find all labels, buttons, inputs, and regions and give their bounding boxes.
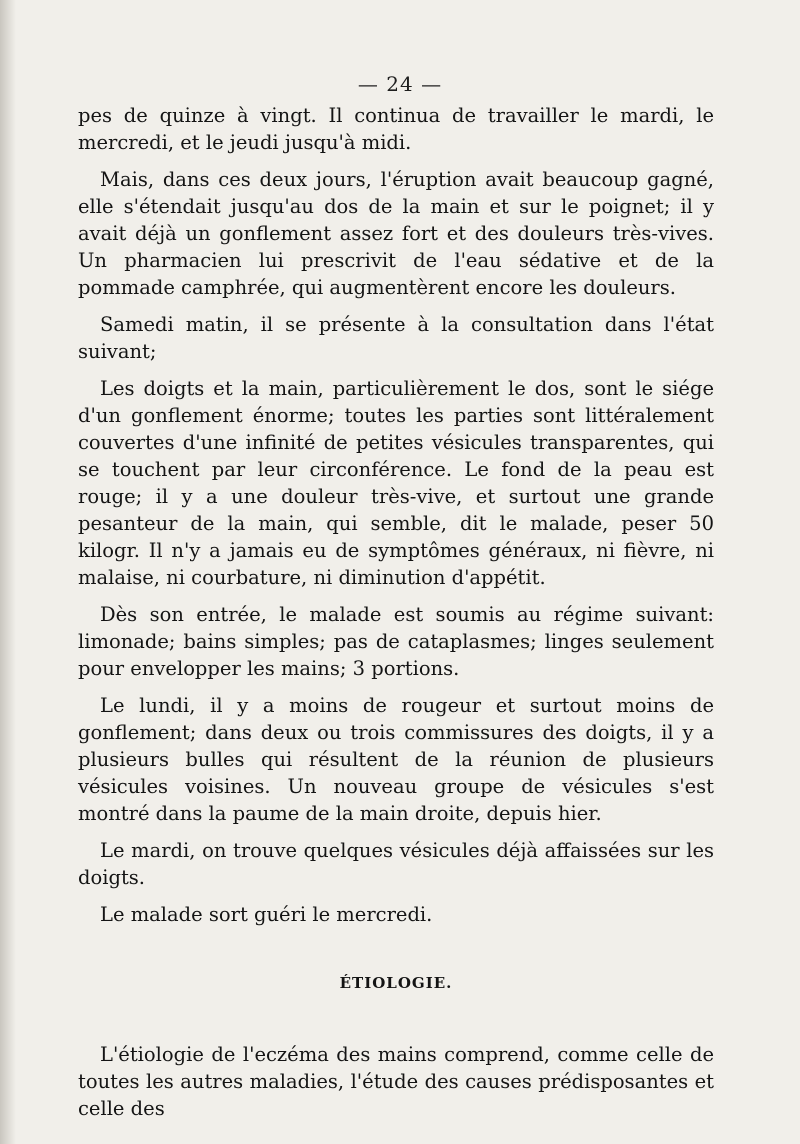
body-text [78,102,714,1132]
section-heading: ÉTIOLOGIE. [339,974,453,992]
paragraph: L'étiologie de l'eczéma des mains comprend, comme celle de toutes les autres maladies, l'étude des causes prédisposantes et celle des [78,1043,714,1120]
paragraph: Mais, dans ces deux jours, l'éruption avait beaucoup gagné, elle s'étendait jusqu'au dos de la main et sur le poignet; il y avait déjà un gonflement assez fort et des douleurs très-vives. Un pharmacien lui prescrivit de l'eau sédative et de la pommade camphrée, qui augmentèrent encore les douleurs. [78,168,714,299]
paragraph: Le malade sort guéri le mercredi. [100,903,433,926]
paragraph: Le lundi, il y a moins de rougeur et surtout moins de gonflement; dans deux ou trois commissures des doigts, il y a plusieurs bulles qui résultent de la réunion de plusieurs vésicules voisines. Un nouveau groupe de vésicules s'est montré dans la paume de la main droite, depuis hier. [78,694,714,825]
paragraph: Samedi matin, il se présente à la consultation dans l'état suivant; [78,313,714,363]
paragraph: Le mardi, on trouve quelques vésicules déjà affaissées sur les doigts. [78,839,714,889]
page-number: — 24 — [357,72,443,96]
paragraph: pes de quinze à vingt. Il continua de travailler le mardi, le mercredi, et le jeudi jusqu'à midi. [78,104,714,154]
paragraph: Dès son entrée, le malade est soumis au régime suivant: limonade; bains simples; pas de cataplasmes; linges seulement pour envelopper les mains; 3 portions. [78,603,714,680]
page-gutter-shadow [0,0,16,1144]
paragraph: Les doigts et la main, particulièrement le dos, sont le siége d'un gonflement énorme; toutes les parties sont littéralement couvertes d'une infinité de petites vésicules transparentes, qui se touchent par leur circonférence. Le fond de la peau est rouge; il y a une douleur très-vive, et surtout une grande pesanteur de la main, qui semble, dit le malade, peser 50 kilogr. Il n'y a jamais eu de symptômes généraux, ni fièvre, ni malaise, ni courbature, ni diminution d'appétit. [78,377,714,589]
